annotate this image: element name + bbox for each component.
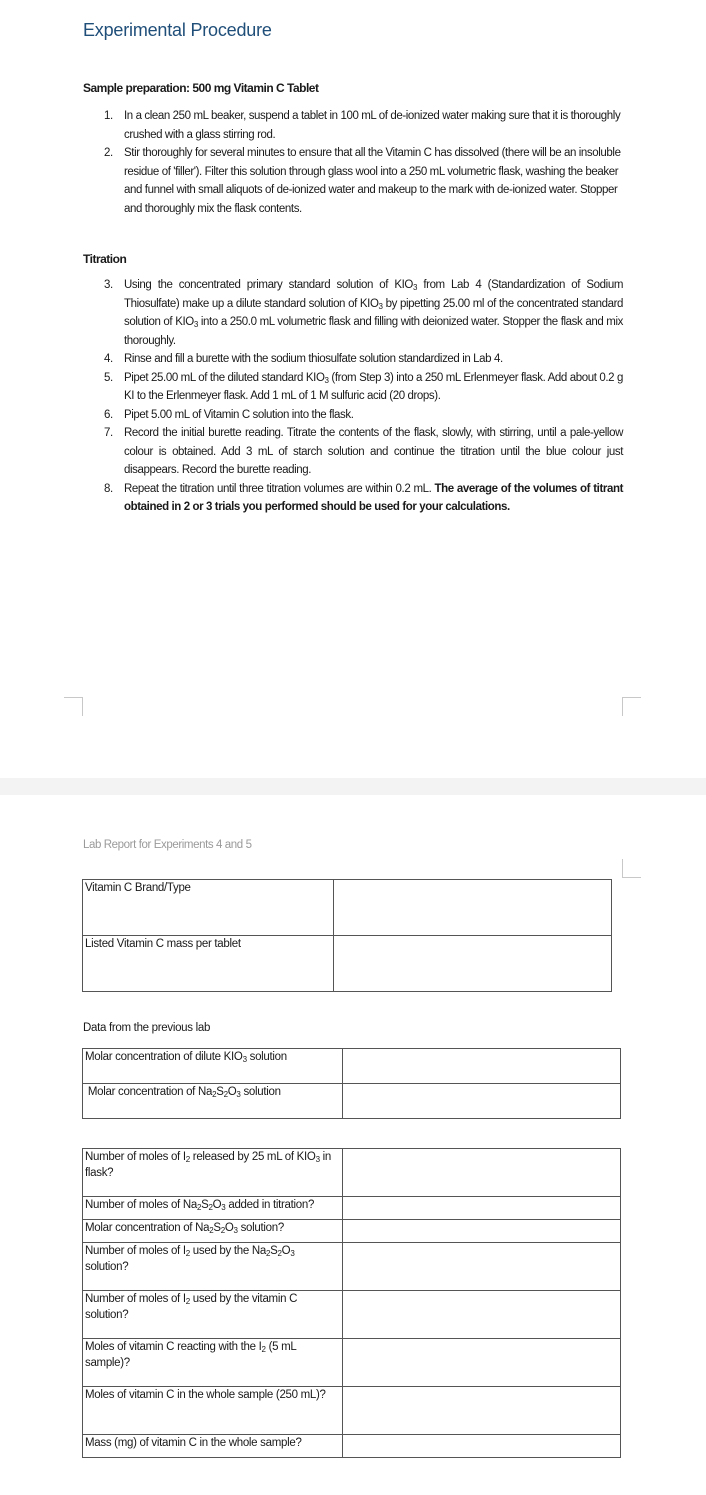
procedure-step xyxy=(83,350,623,369)
answer-cell[interactable] xyxy=(334,936,612,992)
answer-cell[interactable] xyxy=(343,1243,621,1291)
answer-cell[interactable] xyxy=(343,1387,621,1435)
row-label: Listed Vitamin C mass per tablet xyxy=(83,936,334,992)
row-label: Molar concentration of dilute $KIO_3$ solution xyxy=(83,1049,343,1084)
step-number: 4. xyxy=(104,353,113,365)
procedure-step xyxy=(83,276,623,350)
table-row xyxy=(83,1220,621,1243)
procedure-step xyxy=(83,144,623,218)
step-number: 6. xyxy=(104,408,113,421)
answer-cell[interactable] xyxy=(343,1220,621,1243)
page-title: Experimental Procedure xyxy=(83,20,272,40)
row-label: Vitamin C Brand/Type xyxy=(83,880,334,936)
previous-lab-label: Data from the previous lab xyxy=(83,1022,211,1034)
sample-prep-steps xyxy=(83,107,623,218)
row-label: Number of moles of $I_2$ released by 25 mL of $KIO_3$ in flask? xyxy=(83,1149,343,1197)
answer-cell[interactable] xyxy=(343,1084,621,1119)
procedure-step xyxy=(83,107,623,144)
table-row xyxy=(83,1291,621,1339)
step-number: 2. xyxy=(104,147,113,159)
table-row xyxy=(83,1149,621,1197)
table-row xyxy=(83,1084,621,1119)
table-row xyxy=(83,1243,621,1291)
titration-heading: Titration xyxy=(83,252,127,266)
table-row xyxy=(83,936,612,992)
table-row xyxy=(83,1197,621,1220)
answer-cell[interactable] xyxy=(343,1197,621,1220)
step-text: Pipet 25.00 mL of the diluted standard $KIO_3$ (from Step 3) into a 250 mL Erlenmeyer flask. Add about 0.2 g KI to the Erlenmeyer flask. Add 1 mL of 1 M sulfuric acid (20 drops). xyxy=(124,371,623,402)
row-label: Mass (mg) of vitamin C in the whole sample? xyxy=(83,1435,343,1458)
answer-cell[interactable] xyxy=(343,1291,621,1339)
step-number: 8. xyxy=(104,482,113,495)
answer-cell[interactable] xyxy=(343,1049,621,1084)
row-label: Number of moles of $Na_2S_2O_3$ added in titration? xyxy=(83,1197,343,1220)
step-text: Using the concentrated primary standard solution of $KIO_3$ from Lab 4 (Standardization of Sodium Thiosulfate) make up a dilute standard solution of $KIO_3$ by pipetting 25.00 ml of the concentrated standard solution of $KIO_3$ into a 250.0 mL volumetric flask and filling with deionized water. Stopper the flask and mix thoroughly. xyxy=(124,279,623,347)
table-row xyxy=(83,1049,621,1084)
step-text: Record the initial burette reading. Titrate the contents of the flask, slowly, with stirring, until a pale-yellow colour is obtained. Add 3 mL of starch solution and continue the titration until the blue colour just disappears. Record the burette reading. xyxy=(124,427,623,476)
step-text: Rinse and fill a burette with the sodium thiosulfate solution standardized in Lab 4. xyxy=(124,353,503,365)
brand-table xyxy=(82,879,612,992)
procedure-step xyxy=(83,406,623,425)
margin-corner-mark xyxy=(64,697,83,716)
row-label: Moles of vitamin C in the whole sample (250 mL)? xyxy=(83,1387,343,1435)
calculations-table xyxy=(82,1148,621,1458)
row-label: Molar concentration of $Na_2S_2O_3$ solution xyxy=(83,1084,343,1119)
table-row xyxy=(83,1387,621,1435)
procedure-step xyxy=(83,480,623,517)
procedure-step xyxy=(83,424,623,480)
answer-cell[interactable] xyxy=(343,1435,621,1458)
answer-cell[interactable] xyxy=(343,1149,621,1197)
row-label: Molar concentration of $Na_2S_2O_3$ solution? xyxy=(83,1220,343,1243)
table-row xyxy=(83,1339,621,1387)
step-number: 1. xyxy=(104,110,113,122)
page-2 xyxy=(0,795,706,1495)
table-row xyxy=(83,1435,621,1458)
procedure-step xyxy=(83,369,623,406)
table-row xyxy=(83,880,612,936)
step-number: 5. xyxy=(104,371,113,384)
step-number: 3. xyxy=(104,279,113,291)
step-text: Stir thoroughly for several minutes to ensure that all the Vitamin C has dissolved (there will be an insoluble residue of 'filler'). Filter this solution through glass wool into a 250 mL volumetric flask, washing the beaker and funnel with small aliquots of de-ionized water and makeup to the mark with de-ionized water. Stopper and thoroughly mix the flask contents. xyxy=(124,147,621,215)
sample-prep-heading: Sample preparation: 500 mg Vitamin C Tablet xyxy=(83,81,319,95)
margin-corner-mark xyxy=(622,697,641,716)
margin-corner-mark xyxy=(622,859,641,878)
step-text: In a clean 250 mL beaker, suspend a tablet in 100 mL of de-ionized water making sure that it is thoroughly crushed with a glass stirring rod. xyxy=(124,110,621,141)
step-number: 7. xyxy=(104,427,113,439)
step-text: Repeat the titration until three titration volumes are within 0.2 mL. The average of the volumes of titrant obtained in 2 or 3 trials you performed should be used for your calculations. xyxy=(124,482,623,513)
step-text: Pipet 5.00 mL of Vitamin C solution into the flask. xyxy=(124,408,354,421)
row-label: Number of moles of $I_2$ used by the $Na_2S_2O_3$ solution? xyxy=(83,1243,343,1291)
answer-cell[interactable] xyxy=(334,880,612,936)
titration-steps xyxy=(83,276,623,517)
report-header: Lab Report for Experiments 4 and 5 xyxy=(83,839,252,851)
row-label: Number of moles of $I_2$ used by the vitamin C solution? xyxy=(83,1291,343,1339)
row-label: Moles of vitamin C reacting with the $I_2$ (5 mL sample)? xyxy=(83,1339,343,1387)
answer-cell[interactable] xyxy=(343,1339,621,1387)
previous-lab-table xyxy=(82,1048,621,1119)
